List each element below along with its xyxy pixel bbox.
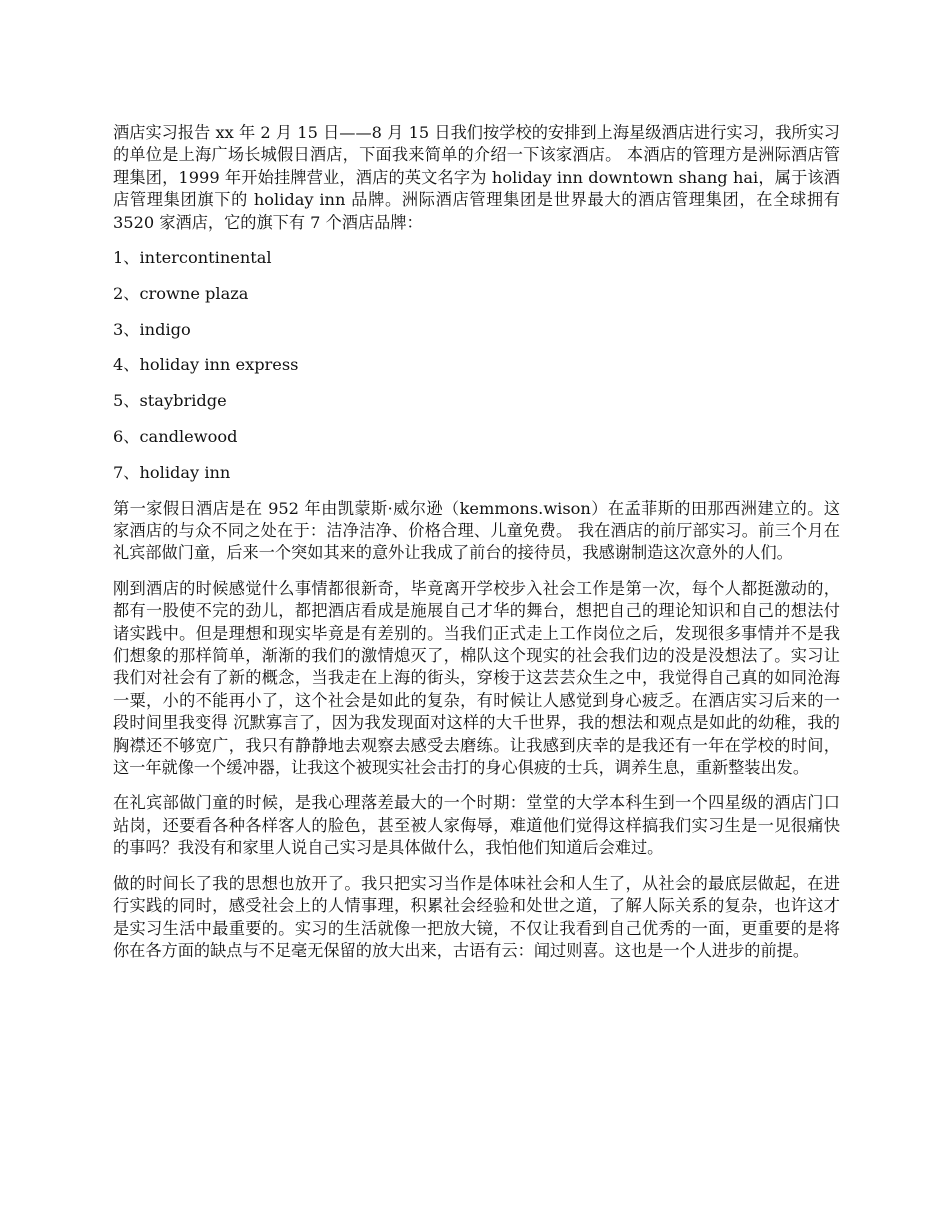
- experience-paragraph: 刚到酒店的时候感觉什么事情都很新奇，毕竟离开学校步入社会工作是第一次，每个人都挺激动的，都有一股使不完的劲儿，都把酒店看成是施展自己才华的舞台，想把自己的理论知识和自己的想法付诸实践中。但是理想和现实毕竟是有差别的。当我们正式走上工作岗位之后，发现很多事情并不是我们想象的那样简单，渐渐的我们的激情熄灭了，棉队这个现实的社会我们边的没是没想法了。实习让我们对社会有了新的概念，当我走在上海的街头，穿梭于这芸芸众生之中，我觉得自己真的如同沧海一粟，小的不能再小了，这个社会是如此的复杂，有时候让人感觉到身心疲乏。在酒店实习后来的一段时间里我变得 沉默寡言了，因为我发现面对这样的大千世界，我的想法和观点是如此的幼稚，我的胸襟还不够宽广，我只有静静地去观察去感受去磨练。让我感到庆幸的是我还有一年在学校的时间，这一年就像一个缓冲器，让我这个被现实社会击打的身心俱疲的士兵，调养生息，重新整装出发。: [113, 578, 840, 778]
- list-item: 5、staybridge: [113, 391, 227, 411]
- intro-paragraph: 酒店实习报告 xx 年 2 月 15 日——8 月 15 日我们按学校的安排到上海星级酒店进行实习，我所实习的单位是上海广场长城假日酒店，下面我来简单的介绍一下该家酒店。 本酒店的管理方是洲际酒店管理集团，1999 年开始挂牌营业，酒店的英文名字为 holiday inn downtown shang hai，属于该酒店管理集团旗下的 holiday inn 品牌。洲际酒店管理集团是世界最大的酒店管理集团，在全球拥有 3520 家酒店，它的旗下有 7 个酒店品牌：: [113, 123, 840, 232]
- list-item: 6、candlewood: [113, 427, 238, 447]
- brand-list: [113, 247, 840, 484]
- list-item: 3、indigo: [113, 319, 191, 339]
- list-item: 4、holiday inn express: [113, 355, 299, 375]
- list-item: 7、holiday inn: [113, 462, 231, 482]
- doorman-paragraph: 在礼宾部做门童的时候，是我心理落差最大的一个时期：堂堂的大学本科生到一个四星级的酒店门口站岗，还要看各种各样客人的脸色，甚至被人家侮辱，难道他们觉得这样搞我们实习生是一见很痛快的事吗？我没有和家里人说自己实习是具体做什么，我怕他们知道后会难过。: [113, 793, 840, 858]
- reflection-paragraph: 做的时间长了我的思想也放开了。我只把实习当作是体味社会和人生了，从社会的最底层做起，在进行实践的同时，感受社会上的人情事理，积累社会经验和处世之道，了解人际关系的复杂，也许这才是实习生活中最重要的。实习的生活就像一把放大镜，不仅让我看到自己优秀的一面，更重要的是将你在各方面的缺点与不足毫无保留的放大出来，古语有云：闻过则喜。这也是一个人进步的前提。: [113, 873, 840, 960]
- document-page: [113, 122, 840, 975]
- list-item: 1、intercontinental: [113, 248, 272, 268]
- history-paragraph: 第一家假日酒店是在 952 年由凯蒙斯·威尔逊（kemmons.wison）在孟菲斯的田那西洲建立的。这家酒店的与众不同之处在于：洁净洁净、价格合理、儿童免费。 我在酒店的前厅部实习。前三个月在礼宾部做门童，后来一个突如其来的意外让我成了前台的接待员，我感谢制造这次意外的人们。: [113, 498, 840, 563]
- list-item: 2、crowne plaza: [113, 283, 249, 303]
